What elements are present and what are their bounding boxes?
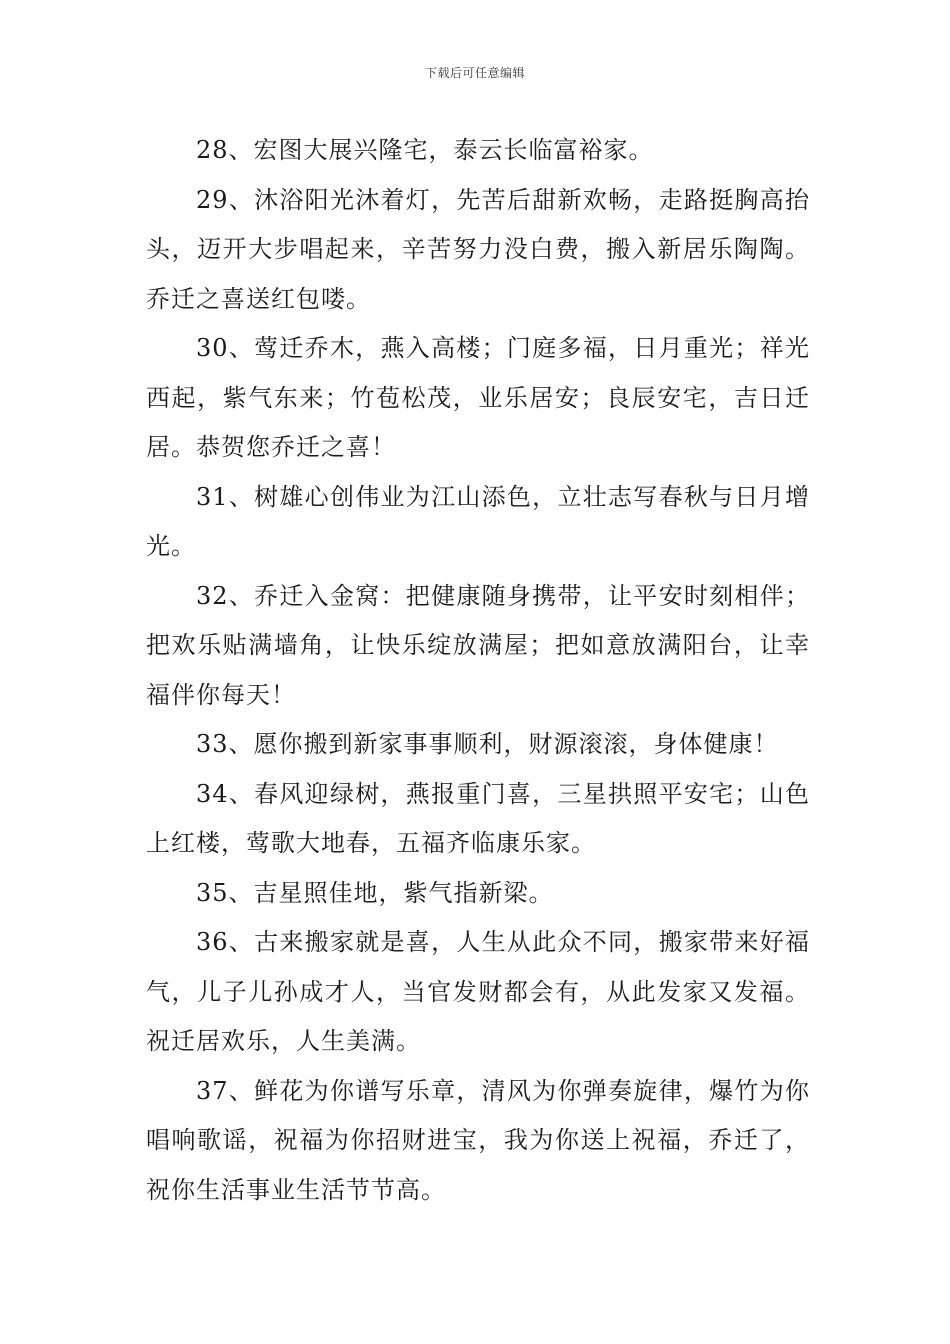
paragraph-31: 31、树雄心创伟业为江山添色，立壮志写春秋与日月增光。 <box>146 482 810 560</box>
paragraph-29: 29、沐浴阳光沐着灯，先苦后甜新欢畅，走路挺胸高抬头，迈开大步唱起来，辛苦努力没白费，搬入新居乐陶陶。乔迁之喜送红包喽。 <box>146 185 810 313</box>
paragraph-30: 30、莺迁乔木，燕入高楼；门庭多福，日月重光；祥光西起，紫气东来；竹苞松茂，业乐居安；良辰安宅，吉日迁居。恭贺您乔迁之喜！ <box>146 334 810 461</box>
paragraph-32: 32、乔迁入金窝：把健康随身携带，让平安时刻相伴；把欢乐贴满墙角，让快乐绽放满屋；把如意放满阳台，让幸福伴你每天！ <box>146 581 810 709</box>
paragraph-33: 33、愿你搬到新家事事顺利，财源滚滚，身体健康！ <box>196 730 779 758</box>
page-header: 下载后可任意编辑 <box>424 66 525 80</box>
paragraph-34: 34、春风迎绿树，燕报重门喜，三星拱照平安宅；山色上红楼，莺歌大地春，五福齐临康乐家。 <box>146 779 810 857</box>
paragraph-28: 28、宏图大展兴隆宅，泰云长临富裕家。 <box>196 136 654 164</box>
paragraph-37: 37、鲜花为你谱写乐章，清风为你弹奏旋律，爆竹为你唱响歌谣，祝福为你招财进宝，我为你送上祝福，乔迁了，祝你生活事业生活节节高。 <box>146 1076 810 1204</box>
paragraph-35: 35、吉星照佳地，紫气指新梁。 <box>196 878 554 907</box>
document-body <box>146 126 810 1215</box>
paragraph-36: 36、古来搬家就是喜，人生从此众不同，搬家带来好福气，儿子儿孙成才人，当官发财都会有，从此发家又发福。祝迁居欢乐，人生美满。 <box>146 928 810 1055</box>
